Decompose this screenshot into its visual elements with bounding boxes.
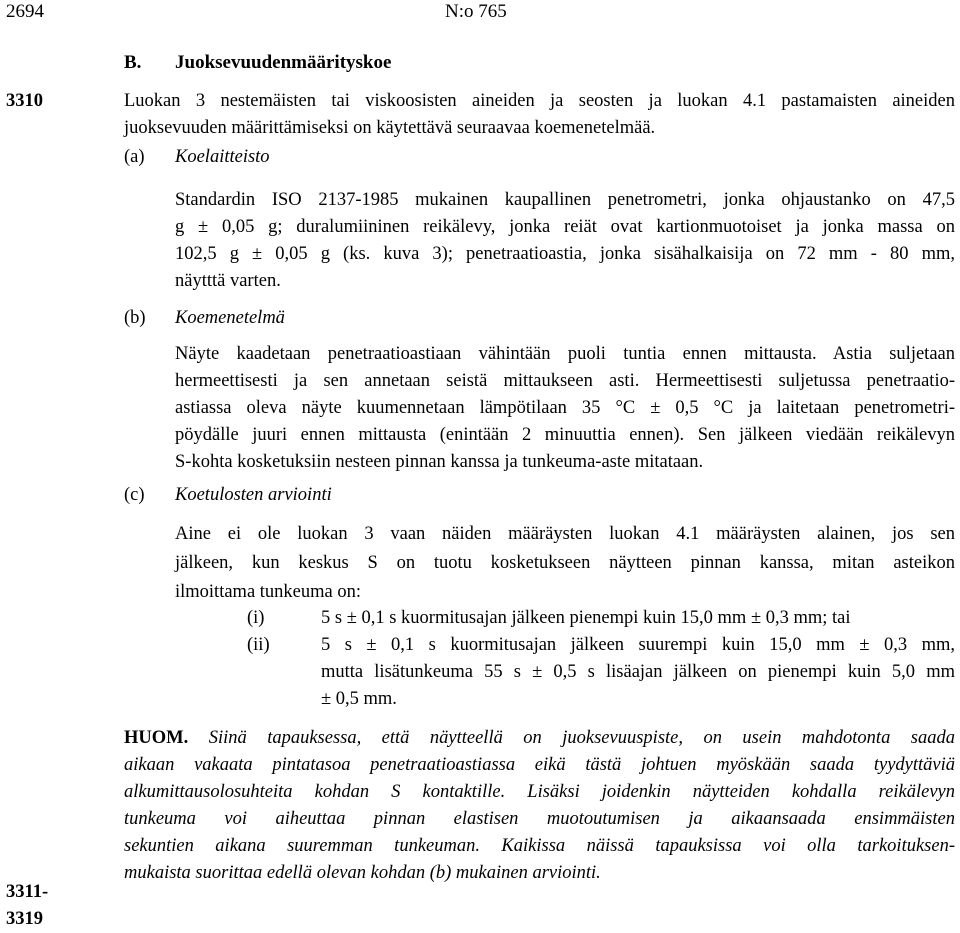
note-paragraph [124,725,955,887]
issue-number: N:o 765 [445,1,507,22]
section-letter: B. [124,52,142,73]
body-line: mutta lisätunkeuma 55 s ± 0,5 s lisäajan jälkeen on pienempi kuin 5,0 mm [321,662,955,682]
body-line: S-kohta kosketuksiin nesteen pinnan kanssa ja tunkeuma-aste mitataan. [175,452,704,472]
subitem-ii-label: (ii) [247,635,270,655]
body-line: g ± 0,05 g; duralumiininen reikälevy, jonka reiät ovat kartionmuotoiset ja jonka massa on [175,217,955,237]
body-line: hermeettisesti ja sen annetaan seistä mittaukseen asti. Hermeettisesti suljetussa penetraatio- [175,371,955,391]
body-line: 5 s ± 0,1 s kuormitusajan jälkeen suurempi kuin 15,0 mm ± 0,3 mm, [321,635,955,655]
intro-line: Luokan 3 nestemäisten tai viskoosisten aineiden ja seosten ja luokan 4.1 pastamaisten aineiden [124,91,955,111]
body-line: näytttä varten. [175,271,281,291]
body-line: jälkeen, kun keskus S on tuotu kosketukseen näytteen pinnan kanssa, mitan asteikon [175,553,955,573]
body-line: Aine ei ole luokan 3 vaan näiden määräysten luokan 4.1 määräysten alainen, jos sen [175,524,955,544]
subitem-i-body [321,605,955,632]
margin-ref-3311-3319 [6,879,48,933]
body-line: pöydälle juuri ennen mittausta (enintään 2 minuuttia ennen). Sen jälkeen viedään reikälevyn [175,425,955,445]
body-line: astiassa oleva näyte kuumennetaan lämpötilaan 35 °C ± 0,5 °C ja laitetaan penetrometri- [175,398,955,418]
body-line: Näyte kaadetaan penetraatioastiaan vähintään puoli tuntia ennen mittausta. Astia suljetaan [175,344,955,364]
note-line: aikaan vakaata pintatasoa penetraatioastiassa eikä tästä johtuen myöskään saada tyydyttäviä [124,755,955,775]
body-line: 102,5 g ± 0,05 g (ks. kuva 3); penetraatioastia, jonka sisähalkaisija on 72 mm - 80 mm, [175,244,955,264]
subitem-ii-body [321,632,955,713]
intro-line: juoksevuuden määrittämiseksi on käytettävä seuraavaa koemenetelmää. [124,118,656,138]
note-line: sekuntien aikana suuremman tunkeuman. Kaikissa näissä tapauksissa voi olla tarkoituksen- [124,836,955,856]
note-line-text: Siinä tapauksessa, että näytteellä on juoksevuuspiste, on usein mahdotonta saada [188,728,955,748]
body-line: 5 s ± 0,1 s kuormitusajan jälkeen pienempi kuin 15,0 mm ± 0,3 mm; tai [321,608,851,628]
item-a-heading: Koelaitteisto [175,147,270,167]
margin-ref-line1: 3311- [6,882,49,902]
note-first-line [124,725,955,752]
item-a-body [175,187,955,295]
item-c-label: (c) [124,485,145,505]
note-line: tunkeuma voi aiheuttaa pinnan elastisen muotoutumisen ja aikaansaada ensimmäisten [124,809,955,829]
note-label: HUOM. [124,728,189,748]
body-line: Standardin ISO 2137-1985 mukainen kaupallinen penetrometri, jonka ohjaustanko on 47,5 [175,190,955,210]
note-line: alkumittausolosuhteita kohdan S kontaktille. Lisäksi joidenkin näytteiden kohdalla reikälevyn [124,782,955,802]
item-b-label: (b) [124,308,146,328]
note-line: mukaista suorittaa edellä olevan kohdan (b) mukainen arviointi. [124,863,601,883]
item-c-body [175,520,955,607]
body-line: ilmoittama tunkeuma on: [175,582,361,602]
item-b-heading: Koemenetelmä [175,308,285,328]
item-b-body [175,341,955,476]
subitem-i-label: (i) [247,608,265,628]
page-number: 2694 [6,1,44,22]
intro-paragraph [124,88,955,142]
item-a-label: (a) [124,147,145,167]
margin-ref-3310: 3310 [6,91,43,111]
section-title: Juoksevuudenmäärityskoe [175,52,392,73]
body-line: ± 0,5 mm. [321,689,397,709]
margin-ref-line2: 3319 [6,909,43,929]
item-c-heading: Koetulosten arviointi [175,485,332,505]
